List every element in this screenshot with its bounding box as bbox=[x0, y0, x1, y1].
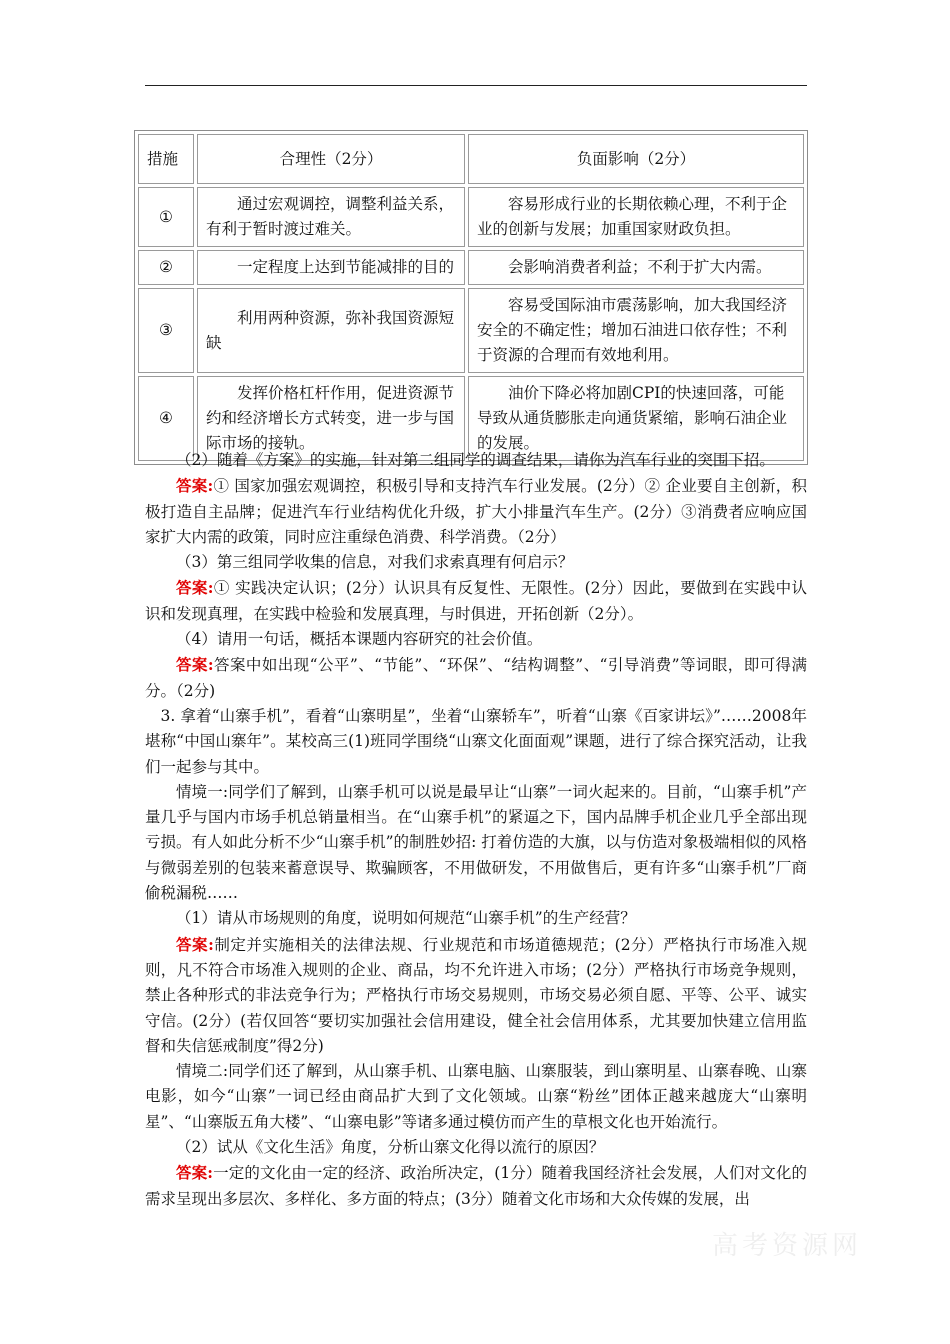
row-rationality: 一定程度上达到节能减排的目的 bbox=[197, 250, 465, 285]
row-negative: 油价下降必将加剧CPI的快速回落，可能导致从通货膨胀走向通货紧缩，影响石油企业的发展。 bbox=[468, 376, 804, 461]
answer-text: 制定并实施相关的法律法规、行业规范和市场道德规范；(2分）严格执行市场准入规则，凡不符合市场准入规则的企业、商品，均不允许进入市场；(2分）严格执行市场竞争规则，禁止各种形式的非法竞争行为；严格执行市场交易规则，市场交易必须自愿、平等、公平、诚实守信。(2分）(若仅回答“要切实加强社会信用建设，健全社会信用体系，尤其要加快建立信用监督和失信惩戒制度”得2分) bbox=[145, 935, 807, 1055]
answer-label: 答案: bbox=[176, 476, 214, 496]
answer-text: 答案中如出现“公平”、“节能”、“环保”、“结构调整”、“引导消费”等词眼，即可得满分。（2分) bbox=[145, 656, 807, 700]
row-index: ① bbox=[138, 187, 194, 247]
answer-paragraph bbox=[145, 473, 807, 550]
question-paragraph: 情境一:同学们了解到，山寨手机可以说是最早让“山寨”一词火起来的。目前，“山寨手机”产量几乎与国内市场手机总销量相当。在“山寨手机”的紧逼之下，国内品牌手机企业几乎全部出现亏损。有人如此分析不少“山寨手机”的制胜妙招: 打着仿造的大旗，以与仿造对象极端相似的风格与微弱差别的包装来蓄意误导、欺骗顾客，不用做研发，不用做售后，更有许多“山寨手机”厂商偷税漏税…… bbox=[145, 782, 807, 903]
question-paragraph: （1）请从市场规则的角度，说明如何规范“山寨手机”的生产经营？ bbox=[176, 909, 636, 928]
answer-label: 答案: bbox=[176, 655, 214, 675]
row-index: ④ bbox=[138, 376, 194, 461]
answer-label: 答案: bbox=[176, 934, 214, 954]
question-paragraph: （2）试从《文化生活》角度，分析山寨文化得以流行的原因？ bbox=[176, 1138, 605, 1157]
answer-text: ① 实践决定认识；(2分）认识具有反复性、无限性。(2分）因此，要做到在实践中认识和发现真理，在实践中检验和发展真理，与时俱进，开拓创新（2分）。 bbox=[145, 579, 807, 623]
header-rationality: 合理性（2分） bbox=[197, 134, 465, 184]
row-negative: 会影响消费者利益；不利于扩大内需。 bbox=[468, 250, 804, 285]
question-paragraph: 3. 拿着“山寨手机”，看着“山寨明星”，坐着“山寨轿车”，听着“山寨《百家讲坛》”……2008年堪称“中国山寨年”。某校高三(1)班同学围绕“山寨文化面面观”课题，进行了综合探究活动，让我们一起参与其中。 bbox=[145, 706, 807, 776]
answer-paragraph bbox=[145, 575, 807, 627]
row-index: ② bbox=[138, 250, 194, 285]
row-negative: 容易形成行业的长期依赖心理，不利于企业的创新与发展；加重国家财政负担。 bbox=[468, 187, 804, 247]
answer-label: 答案: bbox=[176, 578, 214, 598]
header-rule bbox=[145, 85, 807, 86]
answer-paragraph bbox=[145, 1160, 807, 1212]
question-paragraph: 情境二:同学们还了解到，从山寨手机、山寨电脑、山寨服装，到山寨明星、山寨春晚、山寨电影，如今“山寨”一词已经由商品扩大到了文化领域。山寨“粉丝”团体正越来越庞大“山寨明星”、“山寨版五角大楼”、“山寨电影”等诸多通过模仿而产生的草根文化也开始流行。 bbox=[145, 1062, 807, 1131]
row-rationality: 利用两种资源，弥补我国资源短缺 bbox=[197, 288, 465, 373]
row-index: ③ bbox=[138, 288, 194, 373]
header-negative: 负面影响（2分） bbox=[468, 134, 804, 184]
question-paragraph: （2）随着《方案》的实施，针对第二组同学的调查结果，请你为汽车行业的突围下招。 bbox=[176, 451, 775, 469]
measures-table bbox=[134, 130, 808, 465]
answer-text: 一定的文化由一定的经济、政治所决定，(1分）随着我国经济社会发展，人们对文化的需求呈现出多层次、多样化、多方面的特点；(3分）随着文化市场和大众传媒的发展，出 bbox=[145, 1164, 807, 1208]
table-row bbox=[138, 250, 804, 285]
answer-paragraph bbox=[145, 932, 807, 1059]
row-rationality: 通过宏观调控，调整利益关系，有利于暂时渡过难关。 bbox=[197, 187, 465, 247]
header-measure: 措施 bbox=[138, 134, 194, 184]
answer-label: 答案: bbox=[176, 1163, 213, 1183]
table-row bbox=[138, 187, 804, 247]
row-rationality: 发挥价格杠杆作用，促进资源节约和经济增长方式转变，进一步与国际市场的接轨。 bbox=[197, 376, 465, 461]
table-row bbox=[138, 288, 804, 373]
row-negative: 容易受国际油市震荡影响，加大我国经济安全的不确定性；增加石油进口依存性；不利于资源的合理而有效地利用。 bbox=[468, 288, 804, 373]
question-paragraph: （4）请用一句话，概括本课题内容研究的社会价值。 bbox=[176, 630, 543, 649]
watermark: 高考资源网 bbox=[712, 1231, 863, 1261]
question-paragraph: （3）第三组同学收集的信息，对我们求索真理有何启示？ bbox=[176, 553, 574, 572]
answer-text: ① 国家加强宏观调控，积极引导和支持汽车行业发展。(2分）② 企业要自主创新，积极打造自主品牌；促进汽车行业结构优化升级，扩大小排量汽车生产。(2分）③消费者应响应国家扩大内需的政策，同时应注重绿色消费、科学消费。（2分） bbox=[145, 477, 807, 546]
table-header-row bbox=[138, 134, 804, 184]
document-body bbox=[145, 448, 807, 1212]
answer-paragraph bbox=[145, 652, 807, 704]
